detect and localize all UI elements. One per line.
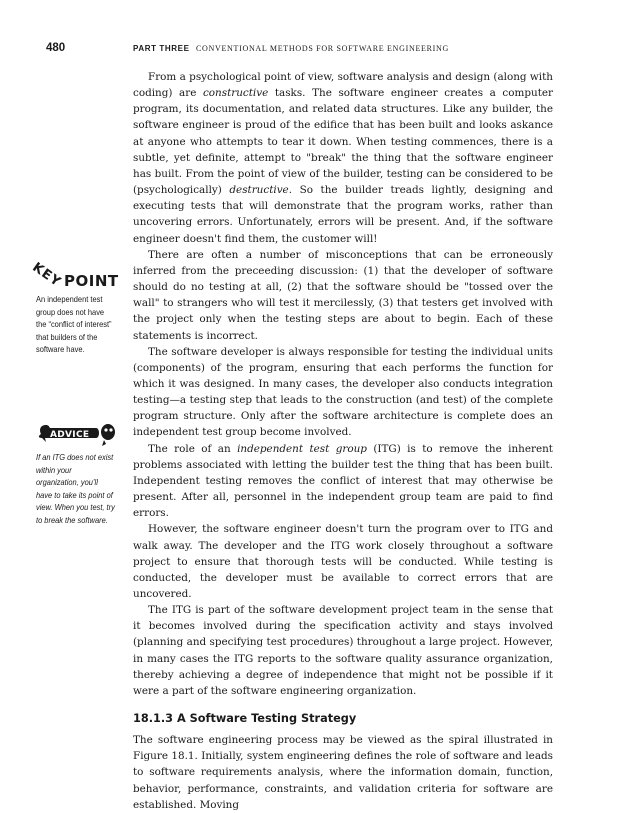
advice-note: If an ITG does not exist within your organization, you’ll have to take its point of view. When you test, try to break the software. <box>36 452 115 525</box>
part-title: CONVENTIONAL METHODS FOR SOFTWARE ENGINEERING <box>196 44 449 53</box>
paragraph: From a psychological point of view, software analysis and design (along with coding) are constructive tasks. The software engineer creates a computer program, its documentation, and related data structures. Like any builder, the software engineer is proud of the edifice that has been built and looks askance at anyone who attempts to tear it down. When testing commences, there is a subtle, yet definite, attempt to "break" the thing that the software engineer has built. From the point of view of the builder, testing can be considered to be (psychologically) destructive. So the builder treads lightly, designing and executing tests that will demonstrate that the program works, rather than uncovering errors. Unfortunately, errors will be present. And, if the software engineer doesn't find them, the customer will! <box>133 71 553 245</box>
keypoint-icon <box>29 256 126 291</box>
keypoint-sidebar <box>29 256 126 356</box>
section-heading: 18.1.3 A Software Testing Strategy <box>133 712 357 726</box>
keypoint-note: An independent test group does not have the “conflict of interest” that builders of the software have. <box>36 294 112 355</box>
keypoint-point-label: POINT <box>64 272 119 290</box>
page-header <box>0 42 637 58</box>
paragraph: The ITG is part of the software development project team in the sense that it becomes involved during the specification activity and stays involved (planning and specifying test procedures) throughout a large project. However, in many cases the ITG reports to the software quality assurance organization, thereby achieving a degree of independence that might not be possible if it were a part of the software engineering organization. <box>133 604 553 697</box>
advice-sidebar <box>36 422 126 527</box>
paragraph: There are often a number of misconceptions that can be erroneously inferred from the preceeding discussion: (1) that the developer of software should do no testing at all, (2) that the software should be "tossed over the wall" to strangers who will test it mercilessly, (3) that testers get involved with the project only when the testing steps are about to begin. Each of these statements is incorrect. <box>133 248 553 342</box>
part-label: PART THREE <box>133 44 190 53</box>
paragraph: However, the software engineer doesn't turn the program over to ITG and walk away. The developer and the ITG work closely throughout a software project to ensure that thorough tests will be conducted. While testing is conducted, the developer must be available to correct errors that are uncovered. <box>133 523 553 600</box>
page-number: 480 <box>46 42 66 54</box>
advice-label: ADVICE <box>50 430 90 440</box>
advice-icon <box>36 422 126 448</box>
paragraph: The software engineering process may be viewed as the spiral illustrated in Figure 18.1. Initially, system engineering defines the role of software and leads to software requirements analysis, where the information domain, function, behavior, performance, constraints, and validation criteria for software are established. Moving <box>133 734 553 811</box>
main-text <box>133 69 553 813</box>
paragraph: The software developer is always responsible for testing the individual units (components) of the program, ensuring that each performs the function for which it was designed. In many cases, the developer also conducts integration testing—a testing step that leads to the construction (and test) of the complete program structure. Only after the software architecture is complete does an independent test group become involved. <box>133 345 553 439</box>
paragraph: The role of an independent test group (ITG) is to remove the inherent problems associated with letting the builder test the thing that has been built. Independent testing removes the conflict of interest that may otherwise be present. After all, personnel in the independent group team are paid to find errors. <box>133 442 553 520</box>
keypoint-key-label: KEY <box>29 260 64 291</box>
